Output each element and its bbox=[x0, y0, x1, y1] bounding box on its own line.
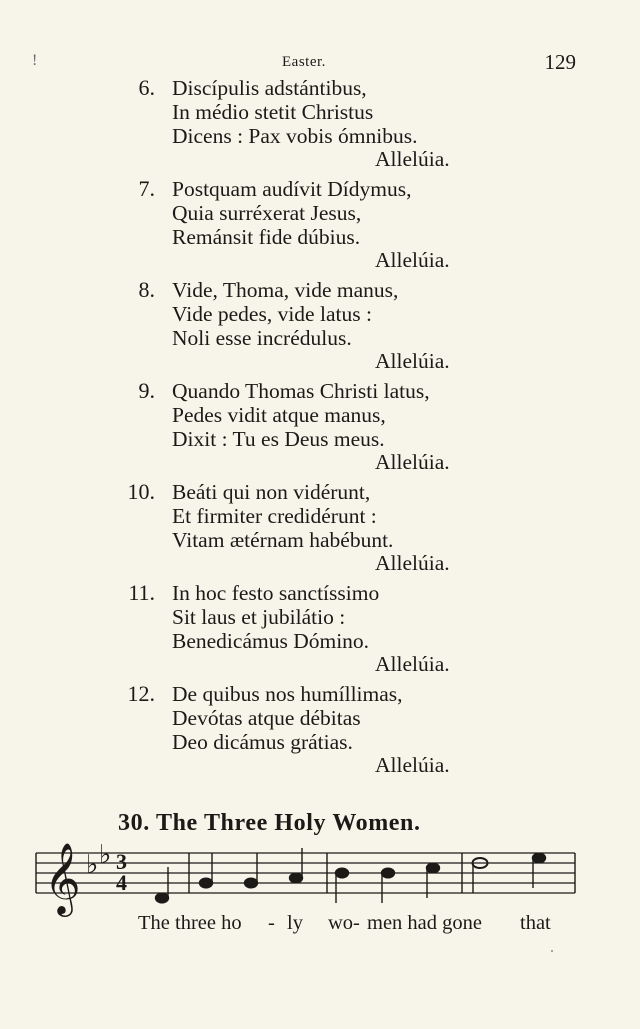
stanza-line: Vitam ætérnam habébunt. bbox=[172, 528, 394, 552]
stanza-6 bbox=[0, 76, 640, 177]
stanza-line: Beáti qui non vidérunt, bbox=[172, 480, 371, 504]
stanza-11 bbox=[0, 581, 640, 682]
stanza-line: Postquam audívit Dídymus, bbox=[172, 177, 412, 201]
stanza-line: Sit laus et jubilátio : bbox=[172, 605, 346, 629]
stanza-number: 7. bbox=[138, 176, 155, 201]
running-head bbox=[0, 50, 640, 74]
stanza-refrain: Allelúia. bbox=[375, 652, 450, 676]
treble-clef-icon: 𝄞 bbox=[44, 841, 81, 914]
stanza-line: Quando Thomas Christi latus, bbox=[172, 379, 430, 403]
paper-speck bbox=[551, 950, 553, 952]
note bbox=[427, 863, 440, 873]
stanza-number: 11. bbox=[128, 580, 155, 605]
stanza-10 bbox=[0, 480, 640, 581]
music-staff bbox=[0, 836, 640, 920]
margin-mark: ! bbox=[32, 52, 38, 69]
time-signature-bottom: 4 bbox=[116, 870, 127, 895]
lyrics-line bbox=[0, 912, 640, 940]
stanza-refrain: Allelúia. bbox=[375, 147, 450, 171]
stanza-12 bbox=[0, 682, 640, 783]
stanza-refrain: Allelúia. bbox=[375, 349, 450, 373]
hymn-title: 30. The Three Holy Women. bbox=[118, 810, 421, 836]
note bbox=[200, 878, 213, 888]
note bbox=[382, 868, 395, 878]
stanza-line: Dicens : Pax vobis ómnibus. bbox=[172, 124, 418, 148]
flat-icon: ♭ bbox=[86, 850, 99, 880]
stanza-line: Noli esse incrédulus. bbox=[172, 326, 352, 350]
lyric-syllable: The three ho bbox=[138, 912, 242, 934]
flat-icon: ♭ bbox=[99, 840, 112, 870]
lyric-hyphen: - bbox=[268, 912, 275, 934]
stanza-line: Dixit : Tu es Deus meus. bbox=[172, 427, 385, 451]
stanza-refrain: Allelúia. bbox=[375, 248, 450, 272]
stanza-line: Pedes vidit atque manus, bbox=[172, 403, 386, 427]
note bbox=[336, 868, 349, 878]
stanza-line: Vide pedes, vide latus : bbox=[172, 302, 372, 326]
stanza-refrain: Allelúia. bbox=[375, 450, 450, 474]
stanza-number: 9. bbox=[138, 378, 155, 403]
note bbox=[290, 873, 303, 883]
stanza-line: Et firmiter credidérunt : bbox=[172, 504, 377, 528]
stanza-line: Remánsit fide dúbius. bbox=[172, 225, 361, 249]
lyric-syllable: wo- bbox=[328, 912, 360, 934]
notes bbox=[155, 848, 546, 903]
stanza-line: Discípulis adstántibus, bbox=[172, 76, 367, 100]
running-head-title: Easter. bbox=[282, 54, 326, 70]
stanza-line: Deo dicámus grátias. bbox=[172, 730, 353, 754]
stanza-line: Devótas atque débitas bbox=[172, 706, 361, 730]
note bbox=[245, 878, 258, 888]
stanza-line: In médio stetit Christus bbox=[172, 100, 374, 124]
lyric-syllable: men had gone bbox=[367, 912, 482, 934]
stanza-line: De quibus nos humíllimas, bbox=[172, 682, 403, 706]
page-number: 129 bbox=[544, 50, 576, 74]
lyric-syllable: that bbox=[520, 912, 551, 934]
stanza-line: Quia surréxerat Jesus, bbox=[172, 201, 362, 225]
stanza-line: Vide, Thoma, vide manus, bbox=[172, 278, 399, 302]
stanza-line: Benedicámus Dómino. bbox=[172, 629, 370, 653]
time-signature-top: 3 bbox=[116, 849, 127, 874]
lyric-syllable: ly bbox=[287, 912, 303, 934]
stanza-number: 8. bbox=[138, 277, 155, 302]
stanza-number: 6. bbox=[138, 75, 155, 100]
stanza-7 bbox=[0, 177, 640, 278]
stanza-line: In hoc festo sanctíssimo bbox=[172, 581, 380, 605]
stanza-number: 12. bbox=[127, 681, 155, 706]
stanza-refrain: Allelúia. bbox=[375, 753, 450, 777]
stanza-list bbox=[0, 76, 640, 783]
stanza-refrain: Allelúia. bbox=[375, 551, 450, 575]
key-signature-flats bbox=[86, 840, 111, 880]
note bbox=[533, 853, 546, 863]
stanza-8 bbox=[0, 278, 640, 379]
stanza-number: 10. bbox=[127, 479, 155, 504]
stanza-9 bbox=[0, 379, 640, 480]
